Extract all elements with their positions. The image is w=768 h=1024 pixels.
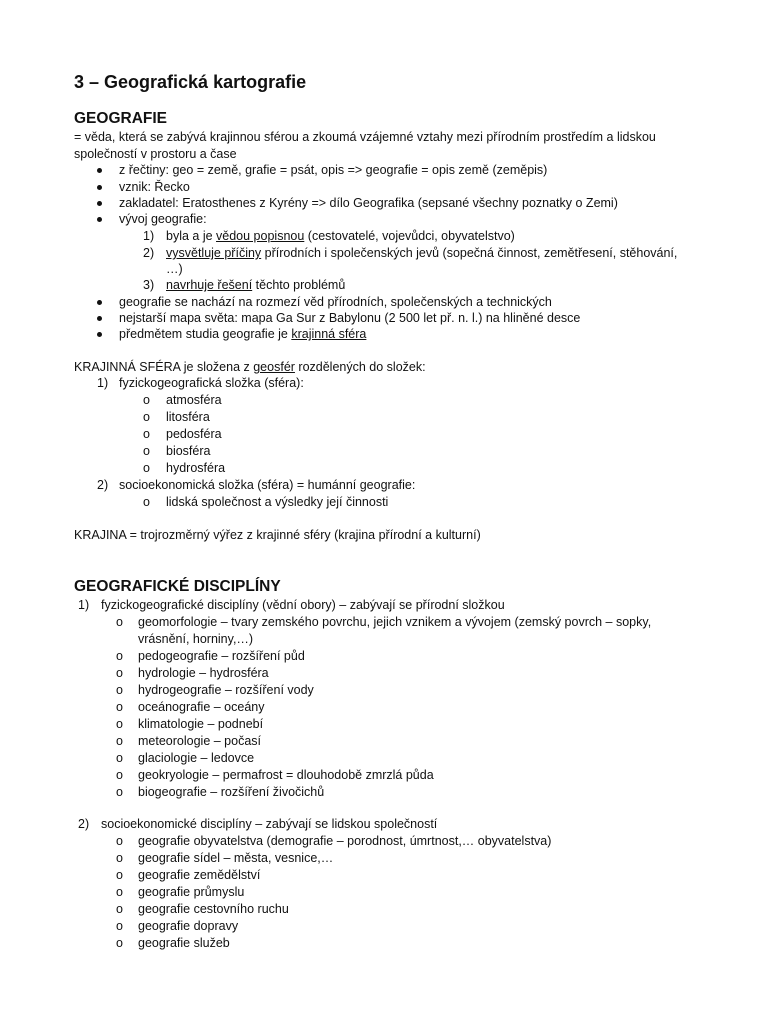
o-marker: o (116, 885, 123, 899)
bullet-item: zakladatel: Eratosthenes z Kyrény => dílo Geografika (sepsané všechny poznatky o Zemi) (119, 196, 618, 210)
bullet-item: geografie se nachází na rozmezí věd přírodních, společenských a technických (119, 295, 552, 309)
o-marker: o (143, 495, 150, 509)
o-marker: o (143, 444, 150, 458)
list-number: 1) (97, 376, 109, 390)
list-item-continuation: vrásnění, horniny,…) (138, 632, 254, 646)
bullet-marker (97, 332, 102, 337)
list-item: oceánografie – oceány (138, 700, 265, 714)
definition-line-2: společností v prostoru a čase (74, 147, 237, 161)
o-marker: o (116, 834, 123, 848)
section-heading-geografie: GEOGRAFIE (74, 110, 168, 127)
definition-line-1: = věda, která se zabývá krajinnou sférou a zkoumá vzájemné vztahy mezi přírodním prostředím a lidskou (74, 130, 656, 144)
list-number: 2) (78, 817, 90, 831)
list-item: hydrosféra (166, 461, 226, 475)
bullet-marker (97, 300, 102, 305)
list-item: geografie služeb (138, 936, 230, 950)
o-marker: o (116, 615, 123, 629)
bullet-marker (97, 168, 102, 173)
bullet-marker (97, 185, 102, 190)
list-number: 3) (143, 278, 155, 292)
list-number: 1) (78, 598, 90, 612)
o-marker: o (116, 649, 123, 663)
list-number: 2) (143, 246, 155, 260)
sphere-group-label: fyzickogeografická složka (sféra): (119, 376, 304, 390)
sub-item: byla a je vědou popisnou (cestovatelé, vojevůdci, obyvatelstvo) (166, 229, 515, 243)
o-marker: o (116, 768, 123, 782)
o-marker: o (143, 410, 150, 424)
list-item: klimatologie – podnebí (138, 717, 264, 731)
list-item: glaciologie – ledovce (138, 751, 255, 765)
bullet-item: vznik: Řecko (119, 180, 190, 194)
bullet-item: vývoj geografie: (119, 212, 207, 226)
o-marker: o (116, 851, 123, 865)
sub-item: navrhuje řešení těchto problémů (166, 278, 346, 292)
o-marker: o (143, 427, 150, 441)
list-item: geokryologie – permafrost = dlouhodobě zmrzlá půda (138, 768, 434, 782)
list-item: geomorfologie – tvary zemského povrchu, jejich vznikem a vývojem (zemský povrch – sopky, (138, 615, 652, 629)
o-marker: o (116, 700, 123, 714)
list-item: hydrologie – hydrosféra (138, 666, 269, 680)
list-item: lidská společnost a výsledky její činnosti (166, 495, 389, 509)
sub-item: vysvětluje příčiny přírodních i společenských jevů (sopečná činnost, zemětřesení, stěhování, (166, 246, 678, 260)
discipline-group-label: socioekonomické disciplíny – zabývají se lidskou společností (101, 817, 438, 831)
o-marker: o (116, 785, 123, 799)
list-item: hydrogeografie – rozšíření vody (138, 683, 314, 697)
list-item: geografie obyvatelstva (demografie – porodnost, úmrtnost,… obyvatelstva) (138, 834, 552, 848)
o-marker: o (143, 461, 150, 475)
o-marker: o (116, 666, 123, 680)
discipline-group-label: fyzickogeografické disciplíny (vědní obory) – zabývají se přírodní složkou (101, 598, 505, 612)
bullet-item: předmětem studia geografie je krajinná sféra (119, 327, 367, 341)
list-item: atmosféra (166, 393, 222, 407)
list-item: meteorologie – počasí (138, 734, 261, 748)
sphere-group-label: socioekonomická složka (sféra) = humánní geografie: (119, 478, 416, 492)
bullet-marker (97, 217, 102, 222)
o-marker: o (116, 751, 123, 765)
page-title: 3 – Geografická kartografie (74, 72, 307, 92)
bullet-item: nejstarší mapa světa: mapa Ga Sur z Babylonu (2 500 let př. n. l.) na hliněné desce (119, 311, 581, 325)
o-marker: o (116, 936, 123, 950)
bullet-item: z řečtiny: geo = země, grafie = psát, opis => geografie = opis země (zeměpis) (119, 163, 548, 177)
list-item: geografie dopravy (138, 919, 239, 933)
sub-item-continuation: …) (166, 262, 183, 276)
o-marker: o (116, 902, 123, 916)
list-item: geografie průmyslu (138, 885, 245, 899)
bullet-marker (97, 201, 102, 206)
o-marker: o (116, 717, 123, 731)
list-item: geografie zemědělství (138, 868, 261, 882)
list-item: geografie cestovního ruchu (138, 902, 289, 916)
o-marker: o (116, 734, 123, 748)
o-marker: o (116, 683, 123, 697)
krajina-definition: KRAJINA = trojrozměrný výřez z krajinné sféry (krajina přírodní a kulturní) (74, 528, 481, 542)
list-number: 2) (97, 478, 109, 492)
list-item: pedosféra (166, 427, 222, 441)
list-number: 1) (143, 229, 155, 243)
list-item: litosféra (166, 410, 210, 424)
o-marker: o (116, 868, 123, 882)
sphere-intro: KRAJINNÁ SFÉRA je složena z geosfér rozdělených do složek: (74, 360, 426, 374)
list-item: pedogeografie – rozšíření půd (138, 649, 305, 663)
o-marker: o (116, 919, 123, 933)
list-item: biogeografie – rozšíření živočichů (138, 785, 325, 799)
section-heading-discipliny: GEOGRAFICKÉ DISCIPLÍNY (74, 578, 281, 595)
o-marker: o (143, 393, 150, 407)
list-item: geografie sídel – města, vesnice,… (138, 851, 334, 865)
bullet-marker (97, 316, 102, 321)
list-item: biosféra (166, 444, 211, 458)
